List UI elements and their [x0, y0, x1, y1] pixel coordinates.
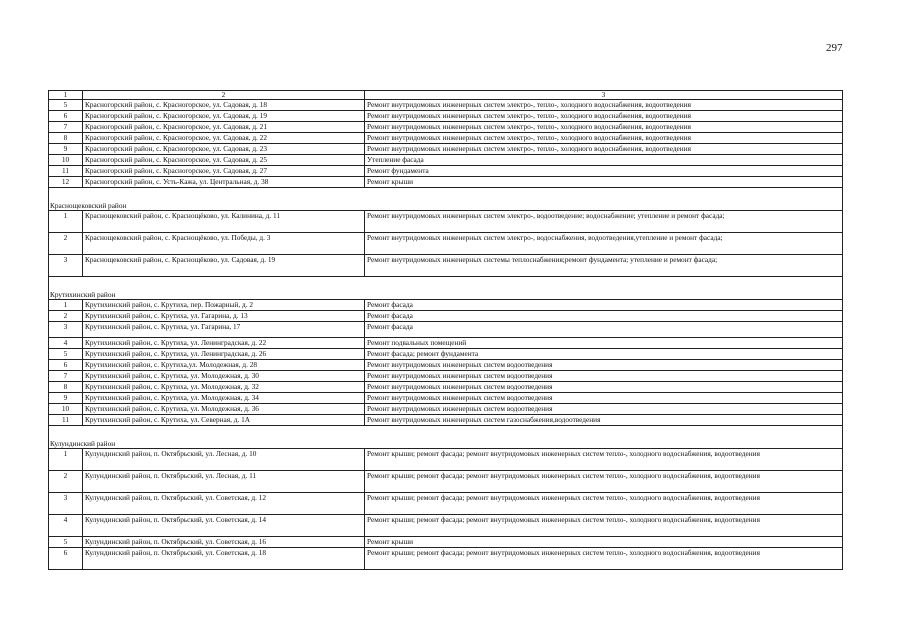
address-cell: Краснощековский район, с. Краснощёково, ул. Калинина, д. 11 — [83, 211, 365, 233]
work-type-cell: Ремонт фасада; ремонт фундамента — [365, 349, 843, 360]
address-cell: Красногорский район, с. Красногорское, ул. Садовая, д. 21 — [83, 122, 365, 133]
row-number-cell: 3 — [49, 322, 83, 338]
table-row — [49, 537, 843, 548]
row-number-cell: 9 — [49, 393, 83, 404]
table-row — [49, 122, 843, 133]
address-cell: Краснощековский район, с. Краснощёково, ул. Победы, д. 3 — [83, 233, 365, 255]
table-row — [49, 360, 843, 371]
row-number-cell: 1 — [49, 300, 83, 311]
table-row — [49, 338, 843, 349]
row-number-cell: 6 — [49, 360, 83, 371]
row-number-cell: 10 — [49, 155, 83, 166]
work-type-cell: Ремонт крыши; ремонт фасада; ремонт внутридомовых инженерных систем тепло-, холодного водоснабжения, водоотведения — [365, 515, 843, 537]
table-row — [49, 166, 843, 177]
row-number-cell: 6 — [49, 111, 83, 122]
address-cell: Крутихинский район, с. Крутиха, ул. Гагарина, д. 13 — [83, 311, 365, 322]
column-header-1: 1 — [49, 91, 83, 100]
row-number-cell: 7 — [49, 122, 83, 133]
row-number-cell: 8 — [49, 382, 83, 393]
table-row — [49, 255, 843, 277]
work-type-cell: Ремонт крыши; ремонт фасада; ремонт внутридомовых инженерных систем тепло-, холодного водоснабжения, водоотведения — [365, 493, 843, 515]
address-cell: Крутихинский район, с. Крутиха, ул. Молодежная, д. 30 — [83, 371, 365, 382]
address-cell: Краснощековский район, с. Краснощёково, ул. Садовая, д. 19 — [83, 255, 365, 277]
table-row — [49, 449, 843, 471]
address-cell: Красногорский район, с. Красногорское, ул. Садовая, д. 18 — [83, 100, 365, 111]
row-number-cell: 3 — [49, 255, 83, 277]
table-row — [49, 133, 843, 144]
work-type-cell: Ремонт внутридомовых инженерных систем водоотведения — [365, 404, 843, 415]
address-cell: Красногорский район, с. Красногорское, ул. Садовая, д. 23 — [83, 144, 365, 155]
row-number-cell: 5 — [49, 100, 83, 111]
work-type-cell: Ремонт крыши; ремонт фасада; ремонт внутридомовых инженерных систем тепло-, холодного водоснабжения, водоотведения — [365, 471, 843, 493]
table-row — [49, 300, 843, 311]
row-number-cell: 4 — [49, 338, 83, 349]
table-row — [49, 233, 843, 255]
table-body — [49, 91, 843, 570]
work-type-cell: Ремонт крыши — [365, 537, 843, 548]
work-type-cell: Ремонт фундамента — [365, 166, 843, 177]
address-cell: Кулундинский район, п. Октябрьский, ул. Лесная, д. 10 — [83, 449, 365, 471]
work-type-cell: Ремонт внутридомовых инженерных систем электро-, тепло-, холодного водоснабжения, водоотведения — [365, 133, 843, 144]
table-row — [49, 382, 843, 393]
address-cell: Крутихинский район, с. Крутиха, ул. Молодежная, д. 34 — [83, 393, 365, 404]
page-number: 297 — [826, 42, 843, 54]
row-number-cell: 5 — [49, 349, 83, 360]
address-cell: Красногорский район, с. Красногорское, ул. Садовая, д. 27 — [83, 166, 365, 177]
work-type-cell: Ремонт внутридомовых инженерных систем водоотведения — [365, 393, 843, 404]
work-type-cell: Ремонт внутридомовых инженерных систем электро-, водоотведение; водоснабжение; утепление и ремонт фасада; — [365, 211, 843, 233]
table-row — [49, 144, 843, 155]
section-title: Крутихинский район — [49, 277, 843, 300]
work-type-cell: Ремонт внутридомовых инженерных систем водоотведения — [365, 360, 843, 371]
address-cell: Крутихинский район, с. Крутиха, ул. Молодежная, д. 32 — [83, 382, 365, 393]
table-row — [49, 177, 843, 188]
row-number-cell: 4 — [49, 515, 83, 537]
section-title: Кулундинский район — [49, 426, 843, 449]
address-cell: Красногорский район, с. Красногорское, ул. Садовая, д. 22 — [83, 133, 365, 144]
table-row — [49, 404, 843, 415]
table-row — [49, 371, 843, 382]
work-type-cell: Ремонт внутридомовых инженерных систем водоотведения — [365, 371, 843, 382]
table-row — [49, 311, 843, 322]
address-cell: Крутихинский район, с. Крутиха, ул. Ленинградская, д. 22 — [83, 338, 365, 349]
table-row — [49, 111, 843, 122]
row-number-cell: 2 — [49, 311, 83, 322]
section-header-row — [49, 426, 843, 449]
address-cell: Красногорский район, с. Красногорское, ул. Садовая, д. 25 — [83, 155, 365, 166]
row-number-cell: 11 — [49, 166, 83, 177]
table-row — [49, 415, 843, 426]
work-type-cell: Ремонт внутридомовых инженерных системы теплоснабжения;ремонт фундамента; утепление и ремонт фасада; — [365, 255, 843, 277]
row-number-cell: 1 — [49, 449, 83, 471]
work-type-cell: Ремонт фасада — [365, 300, 843, 311]
work-type-cell: Ремонт внутридомовых инженерных систем электро-, тепло-, холодного водоснабжения, водоотведения — [365, 122, 843, 133]
column-header-2: 2 — [83, 91, 365, 100]
address-cell: Крутихинский район, с. Крутиха, ул. Северная, д. 1А — [83, 415, 365, 426]
row-number-cell: 8 — [49, 133, 83, 144]
address-cell: Крутихинский район, с. Крутиха, ул. Ленинградская, д. 26 — [83, 349, 365, 360]
work-type-cell: Ремонт внутридомовых инженерных систем электро-, тепло-, холодного водоснабжения, водоотведения — [365, 144, 843, 155]
repair-program-table — [48, 90, 843, 570]
row-number-cell: 6 — [49, 548, 83, 570]
table-row — [49, 471, 843, 493]
row-number-cell: 3 — [49, 493, 83, 515]
row-number-cell: 1 — [49, 211, 83, 233]
work-type-cell: Ремонт фасада — [365, 322, 843, 338]
work-type-cell: Ремонт крыши; ремонт фасада; ремонт внутридомовых инженерных систем тепло-, холодного водоснабжения, водоотведения — [365, 449, 843, 471]
row-number-cell: 2 — [49, 471, 83, 493]
address-cell: Крутихинский район, с. Крутиха, ул. Гагарина, 17 — [83, 322, 365, 338]
address-cell: Крутихинский район, с. Крутиха, пер. Пожарный, д. 2 — [83, 300, 365, 311]
address-cell: Кулундинский район, п. Октябрьский, ул. Советская, д. 14 — [83, 515, 365, 537]
address-cell: Кулундинский район, п. Октябрьский, ул. Советская, д. 12 — [83, 493, 365, 515]
work-type-cell: Ремонт внутридомовых инженерных систем электро-, тепло-, холодного водоснабжения, водоотведения — [365, 100, 843, 111]
address-cell: Кулундинский район, п. Октябрьский, ул. Советская, д. 18 — [83, 548, 365, 570]
row-number-cell: 9 — [49, 144, 83, 155]
row-number-cell: 7 — [49, 371, 83, 382]
table-row — [49, 393, 843, 404]
work-type-cell: Ремонт фасада — [365, 311, 843, 322]
row-number-cell: 5 — [49, 537, 83, 548]
address-cell: Крутихинский район, с. Крутиха, ул. Молодежная, д. 36 — [83, 404, 365, 415]
work-type-cell: Ремонт крыши; ремонт фасада; ремонт внутридомовых инженерных систем тепло-, холодного водоснабжения, водоотведения — [365, 548, 843, 570]
table-row — [49, 493, 843, 515]
work-type-cell: Ремонт крыши — [365, 177, 843, 188]
address-cell: Кулундинский район, п. Октябрьский, ул. Лесная, д. 11 — [83, 471, 365, 493]
work-type-cell: Ремонт подвальных помещений — [365, 338, 843, 349]
address-cell: Красногорский район, с. Усть-Кажа, ул. Центральная, д. 38 — [83, 177, 365, 188]
table-row — [49, 211, 843, 233]
address-cell: Крутихинский район, с. Крутиха,ул. Молодежная, д. 28 — [83, 360, 365, 371]
table-row — [49, 100, 843, 111]
row-number-cell: 10 — [49, 404, 83, 415]
section-header-row — [49, 188, 843, 211]
table-row — [49, 155, 843, 166]
table-row — [49, 322, 843, 338]
table-row — [49, 548, 843, 570]
table-row — [49, 515, 843, 537]
row-number-cell: 12 — [49, 177, 83, 188]
address-cell: Красногорский район, с. Красногорское, ул. Садовая, д. 19 — [83, 111, 365, 122]
work-type-cell: Ремонт внутридомовых инженерных систем электро-, тепло-, холодного водоснабжения, водоотведения — [365, 111, 843, 122]
table-row — [49, 349, 843, 360]
work-type-cell: Ремонт внутридомовых инженерных систем водоотведения — [365, 382, 843, 393]
section-title: Краснощековский район — [49, 188, 843, 211]
column-header-3: 3 — [365, 91, 843, 100]
work-type-cell: Ремонт внутридомовых инженерных систем электро-, водоснабжения, водоотведения,утепление и ремонт фасада; — [365, 233, 843, 255]
work-type-cell: Утепление фасада — [365, 155, 843, 166]
row-number-cell: 11 — [49, 415, 83, 426]
section-header-row — [49, 277, 843, 300]
work-type-cell: Ремонт внутридомовых инженерных систем газоснабжения,водоотведения — [365, 415, 843, 426]
table-header-row — [49, 91, 843, 100]
address-cell: Кулундинский район, п. Октябрьский, ул. Советская, д. 16 — [83, 537, 365, 548]
row-number-cell: 2 — [49, 233, 83, 255]
